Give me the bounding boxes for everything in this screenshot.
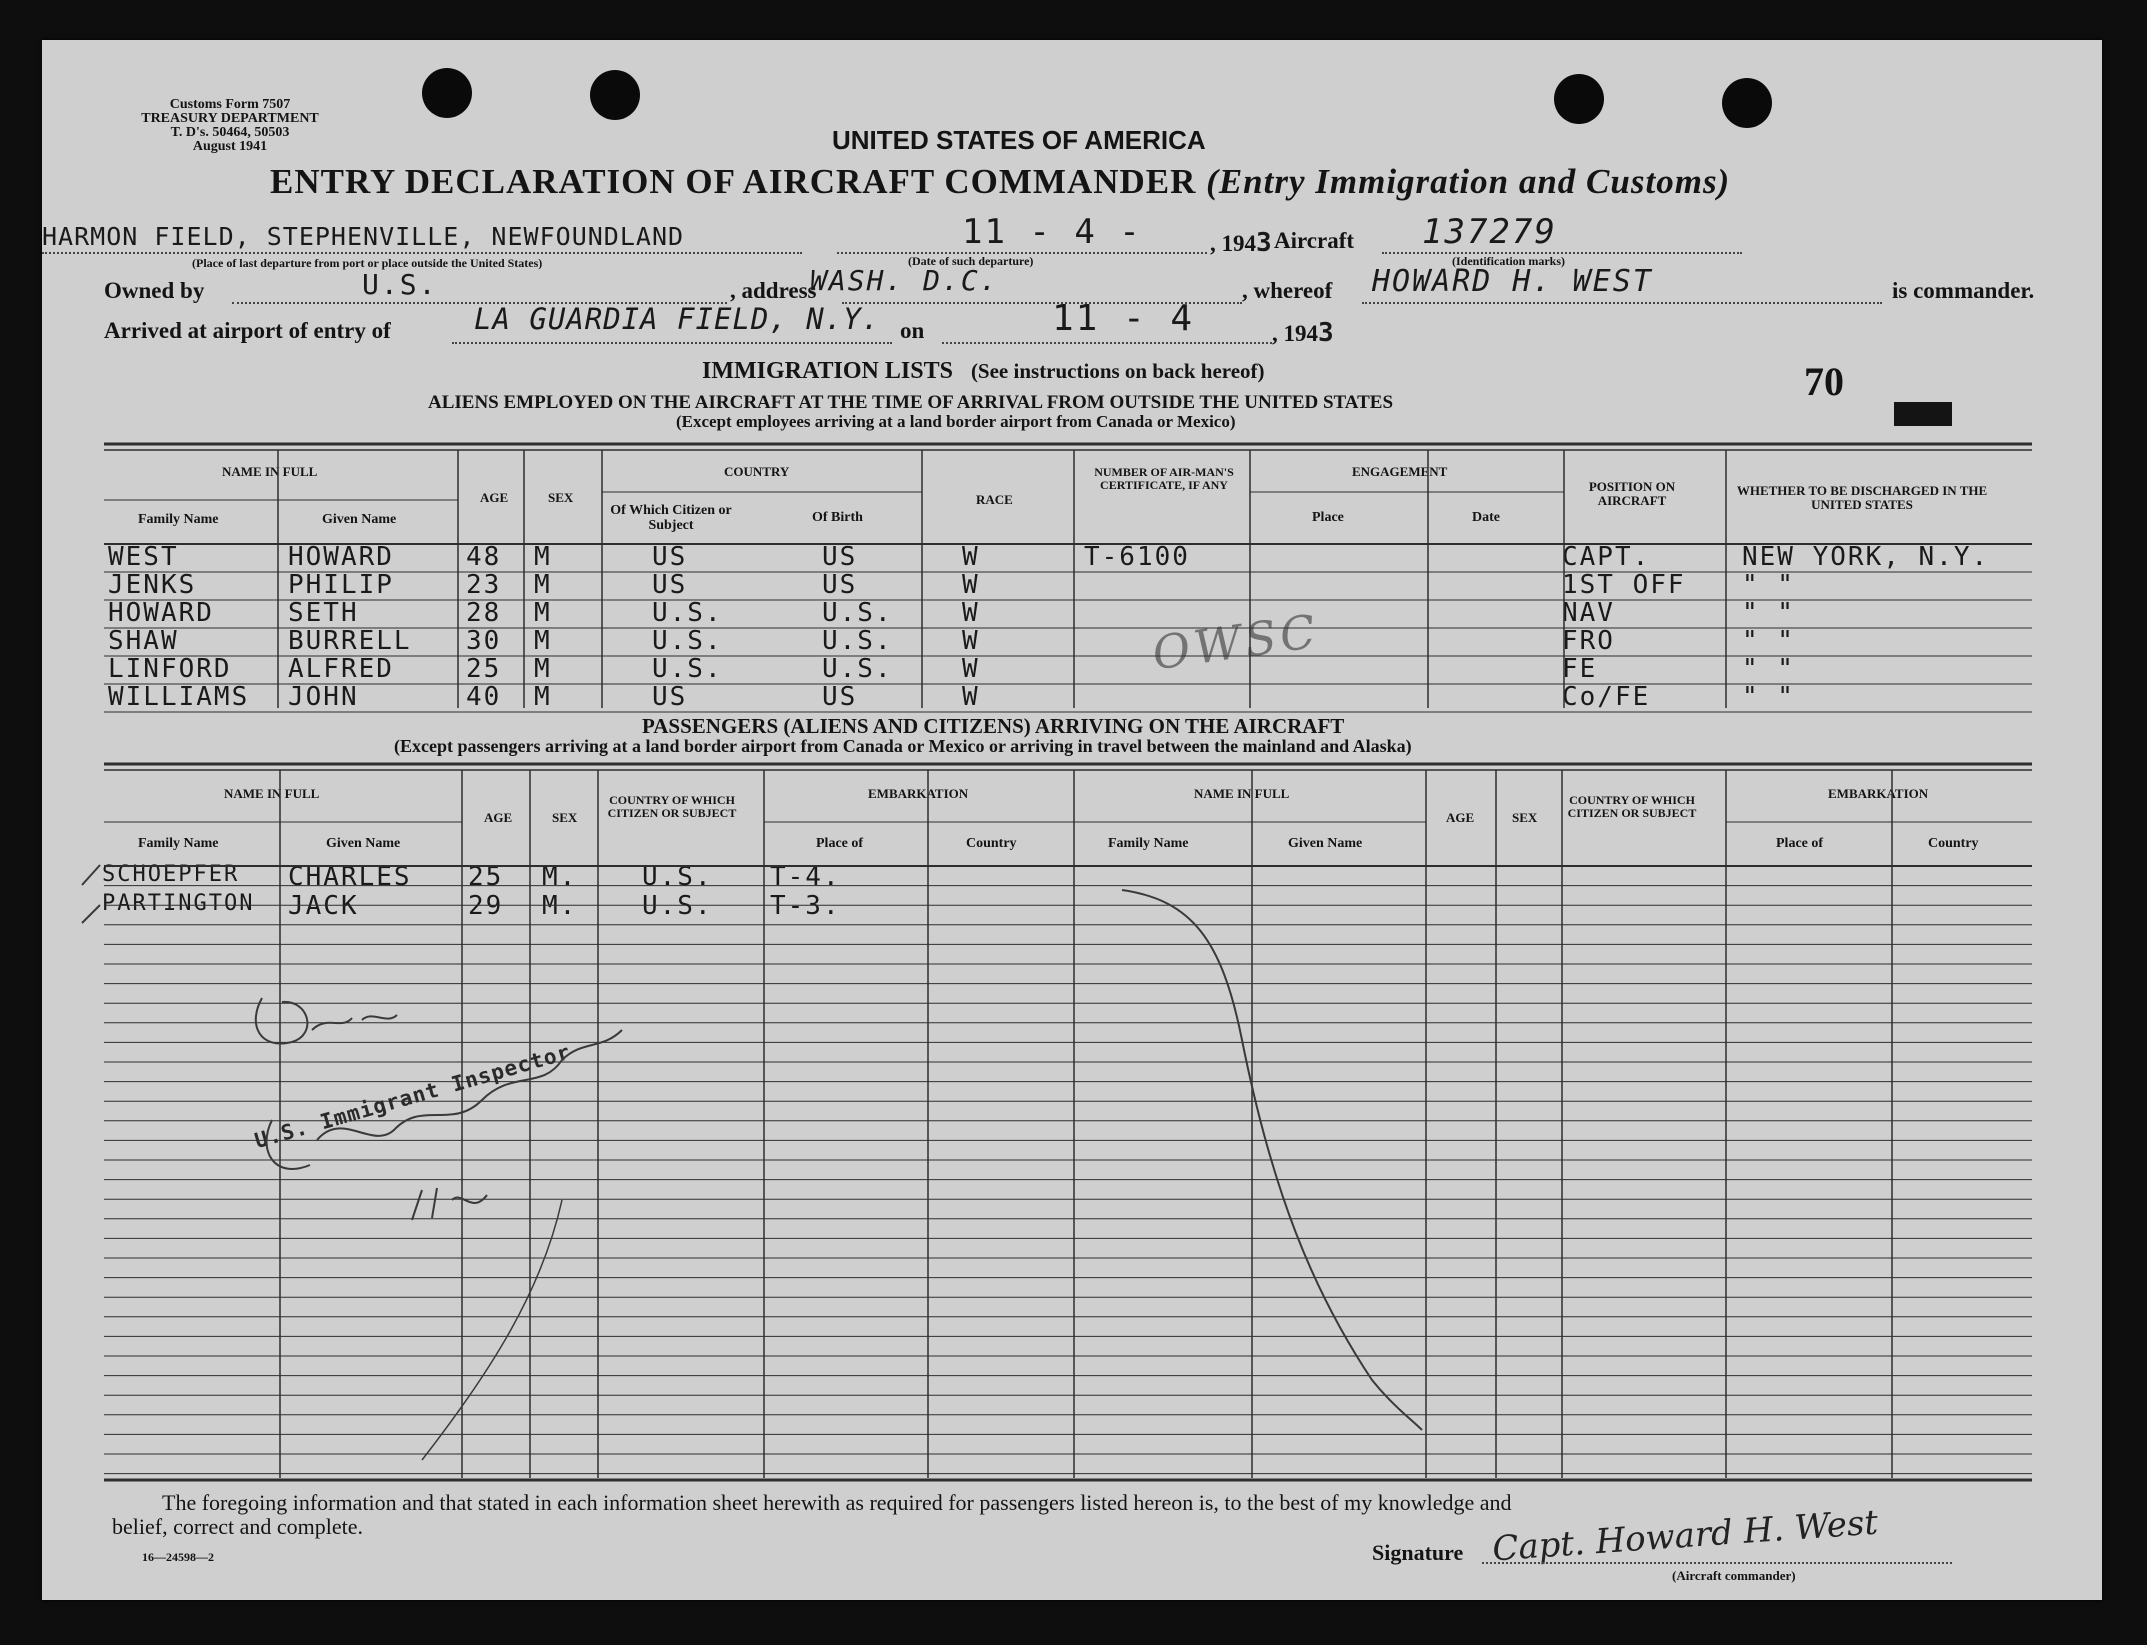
col-certificate: NUMBER OF AIR-MAN'S CERTIFICATE, IF ANY [1094, 465, 1234, 492]
crew-age-cell: 23 [466, 570, 502, 600]
pcol-sex-right: SEX [1512, 810, 1538, 825]
aliens-note: (Except employees arriving at a land border airport from Canada or Mexico) [676, 412, 1236, 431]
whereof-label: , whereof [1242, 278, 1333, 303]
crew-age-cell: 25 [466, 654, 502, 684]
crew-race-cell: W [962, 626, 980, 656]
passenger-citizen-cell: U.S. [642, 862, 713, 892]
year-digit: 3 [1318, 318, 1334, 348]
crew-stamp: OWSC [1149, 603, 1323, 681]
crew-citizen-cell: US [652, 542, 688, 572]
passengers-title: PASSENGERS (ALIENS AND CITIZENS) ARRIVING ON THE AIRCRAFT [642, 714, 1345, 738]
col-race: RACE [976, 492, 1013, 507]
crew-position-cell: FE [1562, 654, 1598, 684]
crew-birth-cell: U.S. [822, 654, 893, 684]
col-given-name: Given Name [322, 512, 397, 527]
pcol-given-name: Given Name [326, 836, 401, 851]
crew-family-cell: WEST [108, 542, 179, 572]
crew-age-cell: 28 [466, 598, 502, 628]
crew-citizen-cell: U.S. [652, 598, 723, 628]
pcol-name-in-full: NAME IN FULL [224, 786, 320, 801]
crew-discharged-cell: " " [1742, 654, 1795, 684]
crew-family-cell: WILLIAMS [108, 682, 250, 712]
col-date: Date [1472, 510, 1500, 525]
crew-discharged-cell: " " [1742, 598, 1795, 628]
handwritten-initials [256, 998, 397, 1044]
pcol-age: AGE [484, 810, 513, 825]
pcol-place-of-right: Place of [1776, 836, 1824, 851]
crew-given-cell: SETH [288, 598, 359, 628]
col-name-in-full: NAME IN FULL [222, 464, 318, 479]
crew-position-cell: NAV [1562, 598, 1615, 628]
immigration-instruction: (See instructions on back hereof) [970, 359, 1265, 383]
passenger-place-cell: T-3. [770, 891, 841, 922]
country-heading: UNITED STATES OF AMERICA [832, 125, 1206, 155]
crew-family-cell: HOWARD [108, 598, 214, 628]
crew-citizen-cell: US [652, 682, 688, 712]
passenger-sex-cell: M. [542, 891, 578, 922]
td-numbers: T. D's. 50464, 50503 [170, 125, 290, 140]
commander-name: HOWARD H. WEST [1372, 264, 1653, 299]
crew-citizen-cell: U.S. [652, 626, 723, 656]
crew-race-cell: W [962, 542, 980, 572]
crew-position-cell: CAPT. [1562, 542, 1651, 572]
passenger-age-cell: 25 [468, 862, 504, 892]
passenger-place-cell: T-4. [770, 862, 841, 892]
departure-date-caption: (Date of such departure) [908, 254, 1034, 268]
crew-discharged-cell: " " [1742, 682, 1795, 712]
table-grid [42, 40, 2102, 1600]
departure-place: HARMON FIELD, STEPHENVILLE, NEWFOUNDLAND [42, 222, 685, 251]
col-citizen-of: Of Which Citizen or Subject [610, 503, 732, 533]
col-sex: SEX [548, 490, 574, 505]
crew-birth-cell: US [822, 542, 858, 572]
form-page [42, 40, 2102, 1600]
inspector-stamp: U.S. Immigrant Inspector [252, 1039, 574, 1154]
pcol-country-right: COUNTRY OF WHICH CITIZEN OR SUBJECT [1567, 793, 1697, 820]
commander-suffix: is commander. [1892, 278, 2035, 303]
crew-citizen-cell: US [652, 570, 688, 600]
pcol-name-in-full-right: NAME IN FULL [1194, 786, 1290, 801]
crew-given-cell: JOHN [288, 682, 359, 712]
address-value: WASH. D.C. [810, 264, 999, 297]
form-date: August 1941 [192, 139, 268, 154]
handwritten-mark [412, 1188, 487, 1220]
crew-position-cell: 1ST OFF [1562, 570, 1686, 600]
passenger-family-cell: PARTINGTON [102, 891, 255, 917]
col-country: COUNTRY [724, 464, 790, 479]
tick-mark [82, 865, 100, 923]
crew-birth-cell: U.S. [822, 598, 893, 628]
crew-sex-cell: M [534, 570, 552, 600]
crew-birth-cell: US [822, 570, 858, 600]
crew-birth-cell: US [822, 682, 858, 712]
crew-family-cell: LINFORD [108, 654, 232, 684]
owned-by-label: Owned by [104, 278, 205, 303]
signature: Capt. Howard H. West [1491, 1502, 1880, 1570]
crew-age-cell: 30 [466, 626, 502, 656]
department-name: TREASURY DEPARTMENT [141, 111, 319, 126]
crew-given-cell: HOWARD [288, 542, 394, 572]
passenger-sex-cell: M. [542, 862, 578, 892]
col-age: AGE [480, 490, 509, 505]
col-family-name: Family Name [138, 512, 219, 527]
crew-given-cell: BURRELL [288, 626, 412, 656]
print-code: 16—24598—2 [142, 1550, 214, 1564]
address-label: , address [730, 278, 817, 303]
passenger-age-cell: 29 [468, 891, 504, 922]
crew-race-cell: W [962, 570, 980, 600]
year-digit: 3 [1256, 228, 1272, 258]
crew-citizen-cell: U.S. [652, 654, 723, 684]
owned-by-value: U.S. [362, 268, 438, 301]
crew-position-cell: FRO [1562, 626, 1615, 656]
crew-family-cell: SHAW [108, 626, 179, 656]
pcol-embarkation: EMBARKATION [868, 786, 969, 801]
aliens-title: ALIENS EMPLOYED ON THE AIRCRAFT AT THE TIME OF ARRIVAL FROM OUTSIDE THE UNITED STATES [428, 392, 1394, 413]
crew-sex-cell: M [534, 682, 552, 712]
col-discharged: WHETHER TO BE DISCHARGED IN THE UNITED STATES [1736, 483, 1988, 512]
pcol-sex: SEX [552, 810, 578, 825]
crew-sex-cell: M [534, 598, 552, 628]
crew-age-cell: 48 [466, 542, 502, 572]
arrival-airport: LA GUARDIA FIELD, N.Y. [474, 302, 881, 336]
pcol-family-name: Family Name [138, 836, 219, 851]
aircraft-label: Aircraft [1274, 228, 1355, 253]
aircraft-caption: (Identification marks) [1452, 254, 1565, 268]
title-sub: (Entry Immigration and Customs) [1206, 162, 1731, 201]
title-main: ENTRY DECLARATION OF AIRCRAFT COMMANDER [270, 162, 1197, 201]
passenger-citizen-cell: U.S. [642, 891, 713, 922]
arrived-label: Arrived at airport of entry of [104, 318, 391, 343]
pcol-place-of: Place of [816, 836, 864, 851]
statement-line-1: The foregoing information and that stated in each information sheet herewith as required for passengers listed hereon is, to the best of my knowledge and [162, 1490, 1512, 1515]
col-position: POSITION ON AIRCRAFT [1588, 479, 1676, 508]
on-label: on [900, 318, 925, 343]
col-of-birth: Of Birth [812, 510, 863, 525]
crew-given-cell: ALFRED [288, 654, 394, 684]
arrival-date: 11 - 4 [1052, 298, 1195, 339]
pcol-given-name-right: Given Name [1288, 836, 1363, 851]
crew-position-cell: Co/FE [1562, 682, 1651, 712]
pcol-embarkation-right: EMBARKATION [1828, 786, 1929, 801]
immigration-title: IMMIGRATION LISTS [702, 358, 953, 384]
departure-place-caption: (Place of last departure from port or place outside the United States) [192, 256, 543, 270]
crew-race-cell: W [962, 654, 980, 684]
passengers-note: (Except passengers arriving at a land border airport from Canada or Mexico or arriving in travel between the mainland and Alaska) [394, 736, 1412, 756]
aircraft-marks: 137279 [1422, 212, 1557, 252]
signature-caption: (Aircraft commander) [1672, 1568, 1796, 1583]
crew-given-cell: PHILIP [288, 570, 394, 600]
signature-label: Signature [1372, 1540, 1464, 1565]
crew-race-cell: W [962, 598, 980, 628]
crew-birth-cell: U.S. [822, 626, 893, 656]
passenger-given-cell: JACK [288, 891, 359, 922]
pcol-country: COUNTRY OF WHICH CITIZEN OR SUBJECT [607, 793, 737, 820]
crew-age-cell: 40 [466, 682, 502, 712]
pcol-country-col-right: Country [1928, 836, 1979, 851]
crew-discharged-cell: " " [1742, 570, 1795, 600]
crew-cert-cell: T-6100 [1084, 542, 1190, 572]
crew-race-cell: W [962, 682, 980, 712]
pcol-family-name-right: Family Name [1108, 836, 1189, 851]
pcol-country: Country [966, 836, 1017, 851]
passenger-given-cell: CHARLES [288, 862, 412, 892]
crew-sex-cell: M [534, 542, 552, 572]
col-engagement: ENGAGEMENT [1352, 464, 1448, 479]
crew-sex-cell: M [534, 626, 552, 656]
year-prefix: , 194 [1272, 321, 1318, 346]
departure-date: 11 - 4 - [962, 212, 1142, 252]
pen-stroke [422, 1200, 562, 1460]
pcol-age-right: AGE [1446, 810, 1475, 825]
crew-family-cell: JENKS [108, 570, 197, 600]
col-place: Place [1312, 510, 1344, 525]
inspector-signature [267, 1030, 622, 1169]
crew-discharged-cell: " " [1742, 626, 1795, 656]
form-number: Customs Form 7507 [169, 97, 291, 112]
year-prefix: , 194 [1210, 231, 1256, 256]
statement-line-2: belief, correct and complete. [112, 1514, 364, 1539]
crew-sex-cell: M [534, 654, 552, 684]
page-number: 70 [1804, 359, 1844, 404]
crew-discharged-cell: NEW YORK, N.Y. [1742, 542, 1990, 572]
passenger-family-cell: SCHOEPFER [102, 862, 240, 887]
